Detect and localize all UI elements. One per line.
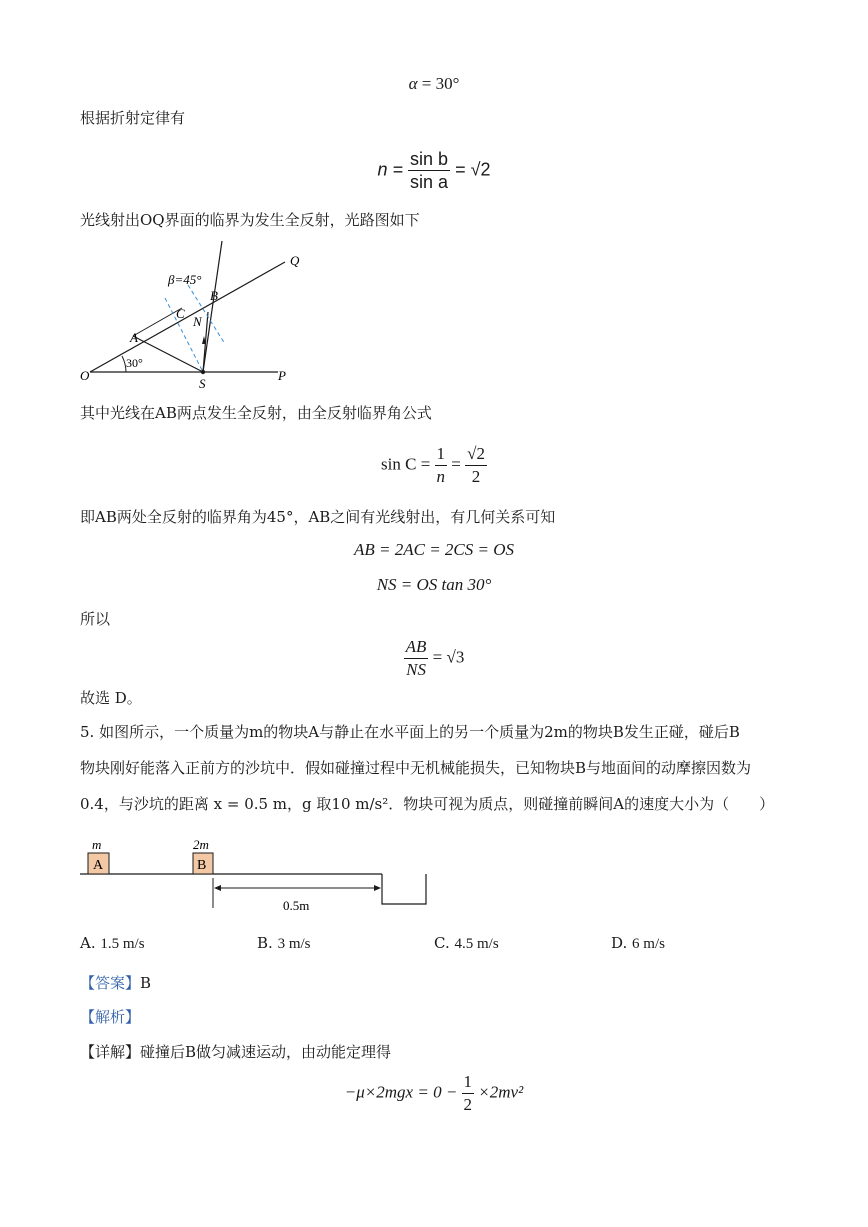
line-geometry: 即AB两处全反射的临界角为45°，AB之间有光线射出，有几何关系可知 xyxy=(80,508,556,526)
eq-ratio-frac xyxy=(404,636,429,681)
option-b-letter: B. xyxy=(257,934,273,952)
answer-value: B xyxy=(140,974,152,992)
option-a-value: 1.5 m/s xyxy=(100,936,145,952)
eq-sinc-lhs: sin C = xyxy=(381,454,431,474)
option-d[interactable] xyxy=(611,933,665,954)
dim-arrow-left xyxy=(214,885,221,891)
question5-line3: 0.4，与沙坑的距离 x = 0.5 m，g 取10 m/s²．物块可视为质点，则碰撞前瞬间A的速度大小为（ ） xyxy=(80,795,775,813)
eq-ratio-den: NS xyxy=(406,660,426,679)
ray-sa xyxy=(133,336,203,372)
answer-label: 【答案】 xyxy=(80,974,141,992)
dim-arrow-right xyxy=(374,885,381,891)
eq-sinc-den1: n xyxy=(436,467,446,486)
eq-ratio-rhs: = √3 xyxy=(432,647,465,667)
collision-diagram xyxy=(78,832,438,917)
line-so: 所以 xyxy=(80,610,111,628)
eq-sinc-frac2 xyxy=(465,443,487,488)
eq-ns: NS = OS tan 30° xyxy=(376,575,492,594)
option-c-letter: C. xyxy=(434,934,450,952)
eq-n-lhs: n = xyxy=(377,159,404,180)
option-c[interactable] xyxy=(434,933,499,954)
sand-pit xyxy=(382,874,426,904)
question5-line1: 5. 如图所示，一个质量为m的物块A与静止在水平面上的另一个质量为2m的物块B发生正碰，碰后B xyxy=(80,723,740,741)
label-mass-a: m xyxy=(92,837,102,852)
optical-path-diagram xyxy=(70,240,320,390)
question5-line2: 物块刚好能落入正前方的沙坑中．假如碰撞过程中无机械能损失，已知物块B与地面间的动摩擦因数为 xyxy=(80,759,752,777)
option-a[interactable] xyxy=(80,933,145,954)
label-block-b: B xyxy=(197,858,207,873)
point-s xyxy=(201,370,205,374)
option-d-letter: D. xyxy=(611,934,628,952)
eq-sinc-num1: 1 xyxy=(435,443,448,466)
eq-alpha-lhs: α xyxy=(408,74,418,93)
option-a-letter: A. xyxy=(80,934,96,952)
eq-energy-lhs: −μ×2mgx = 0 − xyxy=(344,1082,458,1102)
label-o: O xyxy=(80,368,90,383)
option-d-value: 6 m/s xyxy=(632,936,665,952)
detail-text: 碰撞后B做匀减速运动，由动能定理得 xyxy=(140,1043,392,1061)
eq-sinc: sin C = $\frac{1}{n}$ = $\frac{√2}{2}$ xyxy=(381,444,485,486)
label-block-a: A xyxy=(93,858,104,873)
eq-sinc-frac1 xyxy=(435,443,448,488)
eq-sinc-den2: 2 xyxy=(471,467,481,486)
eq-energy xyxy=(0,1071,868,1116)
label-c: C xyxy=(176,306,185,321)
line-choose: 故选 D。 xyxy=(80,689,142,707)
label-a: A xyxy=(130,330,138,345)
ray-ac xyxy=(133,308,182,336)
eq-energy-num: 1 xyxy=(462,1071,475,1094)
label-q: Q xyxy=(290,253,300,268)
eq-energy-frac xyxy=(462,1071,475,1116)
eq-sinc-num2: √2 xyxy=(465,443,487,466)
label-angle-30: 30° xyxy=(126,356,143,370)
line-total-reflection: 其中光线在AB两点发生全反射，由全反射临界角公式 xyxy=(80,404,432,422)
label-distance: 0.5m xyxy=(283,898,310,913)
eq-n-num: sin b xyxy=(410,149,449,169)
label-beta: β=45° xyxy=(168,272,202,287)
eq-ratio xyxy=(0,636,868,681)
analysis-label: 【解析】 xyxy=(80,1008,141,1026)
eq-n xyxy=(0,148,868,193)
eq-ab: AB = 2AC = 2CS = OS xyxy=(353,540,515,559)
eq-ratio-num: AB xyxy=(404,636,429,659)
label-b: B xyxy=(210,288,218,303)
label-mass-b: 2m xyxy=(193,837,209,852)
label-p: P xyxy=(278,368,286,383)
option-b[interactable] xyxy=(257,933,311,954)
eq-n-den: sin a xyxy=(410,172,449,192)
eq-n-fraction xyxy=(408,148,450,193)
label-s: S xyxy=(199,376,206,390)
line-critical: 光线射出OQ界面的临界为发生全反射，光路图如下 xyxy=(80,211,420,229)
answer-line xyxy=(80,973,151,993)
option-b-value: 3 m/s xyxy=(277,936,311,952)
label-n: N xyxy=(193,314,202,329)
eq-energy-rhs: ×2mv² xyxy=(478,1082,524,1102)
line-refraction: 根据折射定律有 xyxy=(80,109,186,127)
detail-line xyxy=(80,1042,391,1062)
eq-energy-den: 2 xyxy=(463,1095,473,1114)
eq-alpha-rhs: = 30° xyxy=(421,74,460,93)
eq-alpha xyxy=(0,74,868,94)
detail-label: 【详解】 xyxy=(80,1043,141,1061)
eq-n-rhs: = √2 xyxy=(455,159,491,180)
option-c-value: 4.5 m/s xyxy=(454,936,499,952)
